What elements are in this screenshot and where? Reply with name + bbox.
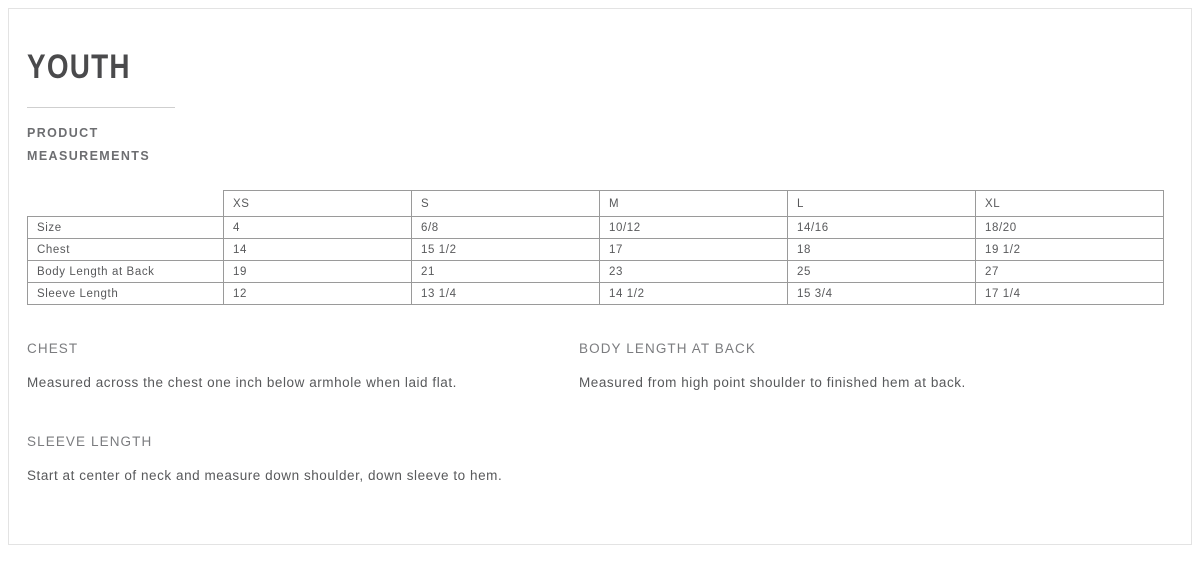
cell-sleeve-length-xs: 12 [224, 283, 412, 305]
note-title-body-length: BODY LENGTH AT BACK [579, 341, 756, 356]
measurement-notes [27, 341, 1164, 527]
size-chart-page [8, 8, 1192, 545]
cell-size-xs: 4 [224, 217, 412, 239]
column-header-xl: XL [976, 191, 1164, 217]
cell-body-length-xl: 27 [976, 261, 1164, 283]
cell-sleeve-length-s: 13 1/4 [412, 283, 600, 305]
page-content [27, 45, 1173, 534]
table-row [28, 261, 1164, 283]
table-corner-cell [28, 191, 224, 217]
note-body-body-length: Measured from high point shoulder to finished hem at back. [579, 375, 966, 390]
column-header-m: M [600, 191, 788, 217]
note-sleeve-length [27, 434, 579, 489]
note-body-chest: Measured across the chest one inch below armhole when laid flat. [27, 375, 457, 390]
note-title-chest: CHEST [27, 341, 79, 356]
note-body-length-at-back [579, 341, 1131, 396]
note-title-sleeve-length: SLEEVE LENGTH [27, 434, 153, 449]
cell-sleeve-length-xl: 17 1/4 [976, 283, 1164, 305]
table-body [28, 217, 1164, 305]
cell-body-length-xs: 19 [224, 261, 412, 283]
note-chest [27, 341, 579, 396]
cell-chest-m: 17 [600, 239, 788, 261]
row-label-body-length-at-back: Body Length at Back [28, 261, 224, 283]
table-header [28, 191, 1164, 217]
cell-size-l: 14/16 [788, 217, 976, 239]
cell-sleeve-length-m: 14 1/2 [600, 283, 788, 305]
column-header-l: L [788, 191, 976, 217]
row-label-sleeve-length: Sleeve Length [28, 283, 224, 305]
table-header-row [28, 191, 1164, 217]
row-label-size: Size [28, 217, 224, 239]
cell-sleeve-length-l: 15 3/4 [788, 283, 976, 305]
row-label-chest: Chest [28, 239, 224, 261]
cell-body-length-l: 25 [788, 261, 976, 283]
note-body-sleeve-length: Start at center of neck and measure down shoulder, down sleeve to hem. [27, 468, 503, 483]
cell-chest-xl: 19 1/2 [976, 239, 1164, 261]
cell-chest-xs: 14 [224, 239, 412, 261]
page-title: YOUTH [27, 48, 131, 86]
cell-size-m: 10/12 [600, 217, 788, 239]
table-row [28, 217, 1164, 239]
cell-size-s: 6/8 [412, 217, 600, 239]
measurements-table [27, 190, 1164, 305]
section-heading-line2: MEASUREMENTS [27, 149, 151, 163]
cell-body-length-m: 23 [600, 261, 788, 283]
column-header-xs: XS [224, 191, 412, 217]
cell-size-xl: 18/20 [976, 217, 1164, 239]
column-header-s: S [412, 191, 600, 217]
title-divider [27, 107, 175, 108]
section-heading-line1: PRODUCT [27, 126, 99, 140]
table-row [28, 239, 1164, 261]
cell-body-length-s: 21 [412, 261, 600, 283]
cell-chest-s: 15 1/2 [412, 239, 600, 261]
table-row [28, 283, 1164, 305]
cell-chest-l: 18 [788, 239, 976, 261]
